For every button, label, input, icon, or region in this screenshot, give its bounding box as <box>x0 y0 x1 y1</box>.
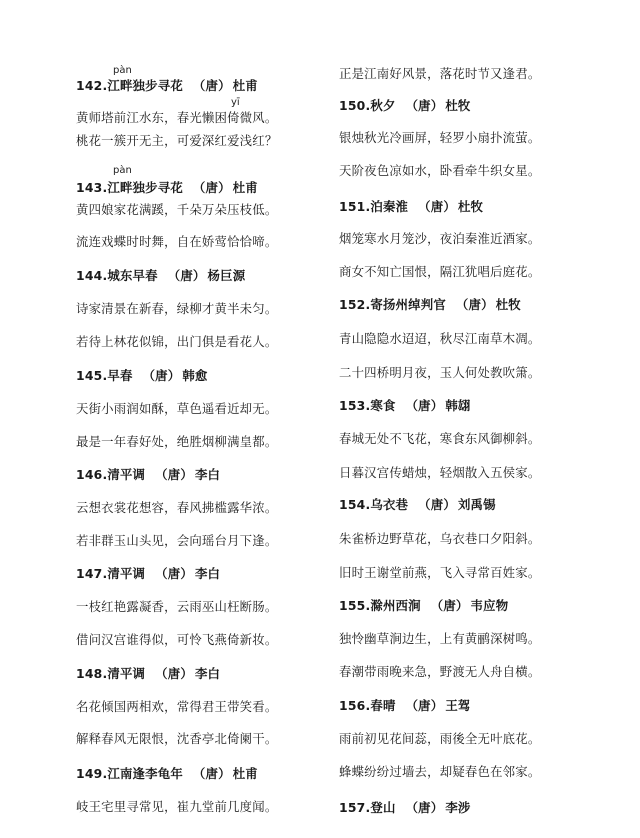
poem-verse-line: 流连戏蝶时时舞，自在娇莺恰恰啼。 <box>76 234 278 249</box>
poem-dynasty: （唐） <box>405 698 444 713</box>
poem-title <box>76 666 220 682</box>
poem-dynasty: （唐） <box>192 78 231 93</box>
poem-name: 乌衣巷 <box>370 497 409 512</box>
poem-number: 150. <box>339 98 371 113</box>
poem-author: 韦应物 <box>470 598 509 613</box>
poem-name: 寄扬州绰判官 <box>370 297 446 312</box>
poem-dynasty: （唐） <box>405 398 444 413</box>
poem-verse-line: 一枝红艳露凝香，云雨巫山枉断肠。 <box>76 599 278 614</box>
poem-author: 韩翃 <box>445 398 471 413</box>
poem-dynasty: （唐） <box>155 666 193 681</box>
poem-title <box>339 199 483 215</box>
poem-author: 杨巨源 <box>207 268 246 283</box>
poem-verse-line: 桃花一簇开无主，可爱深红爱浅红？ <box>76 133 278 148</box>
poem-name: 泊秦淮 <box>370 199 409 214</box>
poem-verse-line: 雨前初见花间蕊，雨後全无叶底花。 <box>339 731 541 746</box>
poem-author: 杜甫 <box>232 766 258 781</box>
poem-title <box>339 497 496 513</box>
poem-name: 清平调 <box>107 467 146 482</box>
poem-number: 157. <box>339 800 371 815</box>
poem-title <box>76 180 258 196</box>
poem-title <box>339 598 508 614</box>
poem-title <box>76 766 258 782</box>
poem-number: 147. <box>76 566 108 581</box>
poem-verse-line: 天阶夜色凉如水，卧看牵牛织女星。 <box>339 163 541 178</box>
poem-author: 杜牧 <box>457 199 484 214</box>
poem-verse-line: 云想衣裳花想容，春风拂槛露华浓。 <box>76 500 278 515</box>
poem-number: 149. <box>76 766 108 781</box>
poem-verse-line: 借问汉宫谁得似，可怜飞燕倚新妆。 <box>76 632 278 647</box>
poem-verse-line: 商女不知亡国恨，隔江犹唱后庭花。 <box>339 264 541 279</box>
poem-name: 春晴 <box>370 698 396 713</box>
poem-dynasty: （唐） <box>167 268 206 283</box>
poem-verse-line: 正是江南好风景，落花时节又逢君。 <box>339 66 541 81</box>
poem-title <box>339 98 471 114</box>
poem-verse-line: 名花倾国两相欢，常得君王带笑看。 <box>76 699 278 714</box>
poem-number: 142. <box>76 78 108 93</box>
poem-verse-line: 春城无处不飞花，寒食东风御柳斜。 <box>339 431 541 446</box>
poem-title <box>76 268 245 284</box>
poem-title <box>339 698 471 714</box>
poem-name: 寒食 <box>370 398 396 413</box>
poem-author: 王驾 <box>445 698 471 713</box>
poem-verse-line: 最是一年春好处，绝胜烟柳满皇都。 <box>76 434 278 449</box>
poem-title <box>339 297 521 313</box>
poem-number: 143. <box>76 180 108 195</box>
poem-name: 登山 <box>370 800 396 815</box>
poem-number: 144. <box>76 268 108 283</box>
poem-name: 江畔独步寻花 <box>107 78 183 93</box>
poem-number: 154. <box>339 497 371 512</box>
poem-verse-line: 若非群玉山头见，会向瑶台月下逢。 <box>76 533 278 548</box>
poem-number: 146. <box>76 467 108 482</box>
poem-verse-line: 黄师塔前江水东，春光懒困倚微风。 <box>76 110 278 125</box>
poem-author: 杜甫 <box>232 180 258 195</box>
poem-number: 152. <box>339 297 371 312</box>
poem-dynasty: （唐） <box>192 766 231 781</box>
poem-dynasty: （唐） <box>430 598 469 613</box>
poem-author: 杜甫 <box>232 78 258 93</box>
poem-number: 148. <box>76 666 108 681</box>
poem-number: 153. <box>339 398 371 413</box>
poem-dynasty: （唐） <box>405 800 444 815</box>
poem-title <box>76 368 208 384</box>
poem-name: 早春 <box>107 368 133 383</box>
poem-author: 李白 <box>194 666 221 681</box>
poem-verse-line: 蜂蝶纷纷过墙去，却疑春色在邻家。 <box>339 764 541 779</box>
poem-name: 滁州西涧 <box>370 598 421 613</box>
poem-author: 刘禹锡 <box>457 497 496 512</box>
poem-verse-line: 二十四桥明月夜，玉人何处教吹箫。 <box>339 365 541 380</box>
poem-verse-line: 银烛秋光冷画屏，轻罗小扇扑流萤。 <box>339 130 541 145</box>
poem-dynasty: （唐） <box>192 180 231 195</box>
poem-number: 156. <box>339 698 371 713</box>
poem-title <box>76 78 258 94</box>
poem-name: 清平调 <box>107 666 146 681</box>
poem-dynasty: （唐） <box>418 497 456 512</box>
poem-number: 145. <box>76 368 108 383</box>
poem-verse-line: 朱雀桥边野草花，乌衣巷口夕阳斜。 <box>339 531 541 546</box>
poem-verse-line: 独怜幽草涧边生，上有黄鹂深树鸣。 <box>339 631 541 646</box>
poem-verse-line: 诗家清景在新春，绿柳才黄半未匀。 <box>76 301 278 316</box>
poem-verse-line: 若待上林花似锦，出门俱是看花人。 <box>76 334 278 349</box>
poem-dynasty: （唐） <box>455 297 494 312</box>
poem-title <box>339 800 471 816</box>
poem-verse-line: 解释春风无限恨，沈香亭北倚阑干。 <box>76 731 278 746</box>
poem-dynasty: （唐） <box>405 98 444 113</box>
poem-name: 秋夕 <box>370 98 396 113</box>
poem-author: 杜牧 <box>495 297 521 312</box>
poem-verse-line: 烟笼寒水月笼沙，夜泊秦淮近酒家。 <box>339 231 541 246</box>
poem-verse-line: 青山隐隐水迢迢，秋尽江南草木凋。 <box>339 331 541 346</box>
poem-dynasty: （唐） <box>155 467 193 482</box>
poem-verse-line: 旧时王谢堂前燕，飞入寻常百姓家。 <box>339 565 541 580</box>
poem-dynasty: （唐） <box>418 199 456 214</box>
poem-verse-line: 天街小雨润如酥，草色遥看近却无。 <box>76 401 278 416</box>
poem-verse-line: 日暮汉宫传蜡烛，轻烟散入五侯家。 <box>339 465 541 480</box>
poem-dynasty: （唐） <box>155 566 193 581</box>
poem-author: 李白 <box>194 467 221 482</box>
poem-number: 155. <box>339 598 371 613</box>
poem-title <box>339 398 471 414</box>
pinyin-yi-142: yī <box>231 97 240 108</box>
poem-author: 韩愈 <box>182 368 208 383</box>
poem-title <box>76 566 220 582</box>
poem-title <box>76 467 220 483</box>
pinyin-pan-143: pàn <box>113 165 132 176</box>
pinyin-pan-142: pàn <box>113 65 132 76</box>
poem-verse-line: 黄四娘家花满蹊，千朵万朵压枝低。 <box>76 202 278 217</box>
poem-name: 清平调 <box>107 566 146 581</box>
poem-name: 城东早春 <box>107 268 158 283</box>
poem-dynasty: （唐） <box>142 368 181 383</box>
poem-name: 江畔独步寻花 <box>107 180 183 195</box>
poem-author: 李白 <box>194 566 221 581</box>
poem-number: 151. <box>339 199 371 214</box>
poem-name: 江南逢李龟年 <box>107 766 183 781</box>
poem-verse-line: 岐王宅里寻常见，崔九堂前几度闻。 <box>76 799 278 814</box>
poem-author: 李涉 <box>445 800 471 815</box>
poem-author: 杜牧 <box>445 98 471 113</box>
poem-verse-line: 春潮带雨晚来急，野渡无人舟自横。 <box>339 664 541 679</box>
